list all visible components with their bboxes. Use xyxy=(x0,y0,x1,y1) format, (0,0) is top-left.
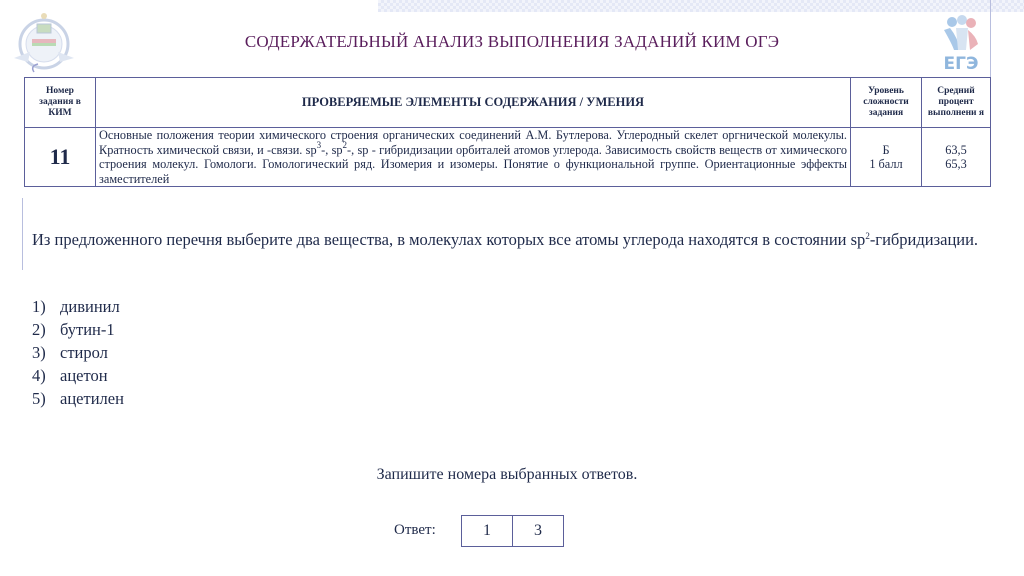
question-text: Из предложенного перечня выберите два вещества, в молекулах которых все атомы углерода находятся в состоянии $sp^2$-гибридизации. xyxy=(32,230,979,249)
header-avg-percent: Средний процент выполнени я xyxy=(922,78,991,128)
answer-label: Ответ: xyxy=(394,522,436,538)
table-header-row xyxy=(25,78,991,128)
difficulty-level: Б 1 балл xyxy=(851,128,922,187)
answer-box-1: 1 xyxy=(483,522,491,539)
option-item: 2) бутин-1 xyxy=(32,320,115,339)
option-item: 4) ацетон xyxy=(32,366,108,385)
decorative-pattern-strip xyxy=(378,0,1024,12)
content-elements: Основные положения теории химического строения органических соединений А.М. Бутлерова. Углеродный скелет оргнической молекулы. Кратность химической связи, и -связи. $sp^3-$, $sp^2-$, sp - гибридизации орбиталей атомов углерода. Зависимость свойств веществ от химического строения молекул. Гомологи. Гомологический ряд. Изомерия и изомеры. Понятие о функциональной группе. Ориентационные эффекты заместителей xyxy=(96,128,851,187)
instruction-text: Запишите номера выбранных ответов. xyxy=(376,466,638,483)
option-item: 5) ацетилен xyxy=(32,389,124,408)
options-list xyxy=(32,295,124,410)
answer-box-2: 3 xyxy=(512,516,563,546)
answer-boxes xyxy=(461,515,564,547)
header-task-number: Номер задания в КИМ xyxy=(25,78,96,128)
header-difficulty: Уровень сложности задания xyxy=(851,78,922,128)
page-title: СОДЕРЖАТЕЛЬНЫЙ АНАЛИЗ ВЫПОЛНЕНИЯ ЗАДАНИЙ КИМ ОГЭ xyxy=(244,32,780,51)
option-item: 1) дивинил xyxy=(32,297,120,316)
avg-percent: 63,5 65,3 xyxy=(922,128,991,187)
content-analysis-table xyxy=(24,77,991,187)
table-row xyxy=(25,128,991,187)
svg-text:ЕГЭ: ЕГЭ xyxy=(943,54,979,72)
header-elements: ПРОВЕРЯЕМЫЕ ЭЛЕМЕНТЫ СОДЕРЖАНИЯ / УМЕНИЯ xyxy=(96,78,851,128)
task-number: 11 xyxy=(25,128,96,187)
frame-line-left xyxy=(22,198,23,270)
option-item: 3) стирол xyxy=(32,343,108,362)
